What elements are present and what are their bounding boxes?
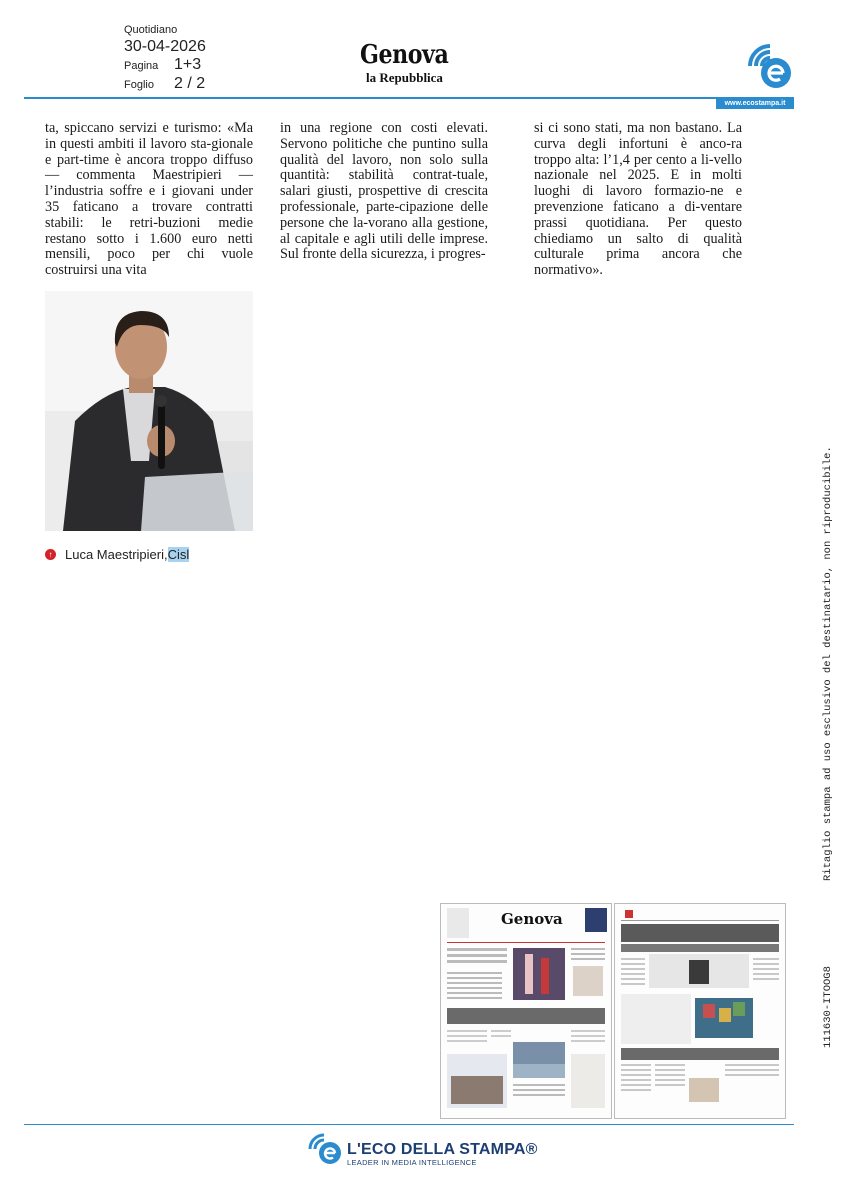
- ecostampa-logo-icon: [744, 40, 796, 92]
- footer-tagline: LEADER IN MEDIA INTELLIGENCE: [347, 1158, 477, 1167]
- caption-arrow-icon: ↑: [45, 549, 56, 560]
- publication-type: Quotidiano: [124, 24, 178, 36]
- caption-org: Cisl: [167, 547, 190, 562]
- foglio-label: Foglio: [124, 79, 154, 91]
- eco-della-stampa-logo-icon: [306, 1131, 346, 1167]
- thumb-front-title: Genova: [501, 910, 563, 928]
- article-column-3: [534, 121, 742, 279]
- photo-caption: [45, 547, 189, 562]
- speaker-photo: [45, 291, 253, 531]
- publication-date: 30-04-2026: [124, 38, 206, 55]
- copyright-notice: Ritaglio stampa ad uso esclusivo del destinatario, non riproducibile.: [822, 446, 834, 881]
- page-thumbnail-front[interactable]: [440, 903, 612, 1119]
- pagina-label: Pagina: [124, 60, 159, 72]
- masthead-title: Genova: [360, 40, 449, 70]
- clipping-code: 111630-ITOOG8: [822, 966, 834, 1048]
- ecostampa-url[interactable]: www.ecostampa.it: [716, 99, 794, 109]
- masthead: [360, 42, 456, 86]
- caption-name: Luca Maestripieri,: [65, 547, 168, 562]
- article-column-2: [280, 121, 488, 263]
- page-thumbnail-inside[interactable]: [614, 903, 786, 1119]
- header-rule: [24, 97, 794, 99]
- article-column-1: [45, 121, 253, 279]
- footer-rule: [24, 1124, 794, 1125]
- column-3-text: si ci sono stati, ma non bastano. La curva degli infortuni è anco-ra troppo alta: l’1,4 per cento a li-vello nazionale nel 2025. E in molti luoghi di lavoro formazio-ne e prevenzione faticano a di-ventare prassi quotidiana. Per questo chiediamo un salto di qualità culturale prima ancora che normativo».: [534, 120, 742, 279]
- foglio-value: 2 / 2: [174, 75, 206, 92]
- masthead-subtitle: la Repubblica: [366, 70, 443, 85]
- footer-brand: L'ECO DELLA STAMPA®: [347, 1141, 538, 1158]
- column-2-text: in una regione con costi elevati. Servono politiche che puntino sulla qualità del lavoro, non solo sulla quantità: stabilità contrat-tuale, salari giusti, prospettive di crescita professionale, parte-cipazione delle persone che la-vorano alla gestione, al capitale e agli utili delle imprese. Sul fronte della sicurezza, i progres-: [280, 120, 488, 263]
- column-1-text: ta, spiccano servizi e turismo: «Ma in questi ambiti il lavoro sta-gionale e part-time è ancora troppo diffuso — commenta Maestripieri — l’industria soffre e i giovani under 35 faticano a trovare contratti stabili: le retri-buzioni medie restano sotto i 1.600 euro netti mensili, poco per chi vuole costruirsi una vita: [45, 120, 253, 279]
- pagina-value: 1+3: [174, 56, 202, 73]
